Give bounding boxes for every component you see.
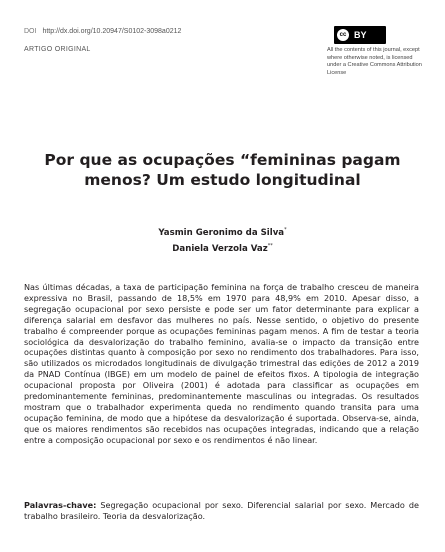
authors — [100, 224, 345, 256]
author-name: Yasmin Geronimo da Silva — [158, 227, 285, 238]
article-title: Por que as ocupações “femininas pagam menos? Um estudo longitudinal — [44, 151, 401, 189]
abstract: Nas últimas décadas, a taxa de participação feminina na força de trabalho cresceu de maneira expressiva no Brasil, passando de 18,5% em 1970 para 48,9% em 2010. Apesar disso, a segregação ocupacional por sexo persiste e pode ser um fator determinante para explicar a diferença salarial em desfavor das mulheres no país. Nesse sentido, o objetivo do presente trabalho é compreender porque as ocupações femininas pagam menos. A fim de testar a teoria sociológica da desvalorização do trabalho feminino, avalia-se o impacto da transição entre ocupações distintas quanto à composição por sexo no rendimento dos trabalhadores. Para isso, são utilizados os microdados longitudinais de divulgação trimestral das edições de 2012 a 2019 da PNAD Contínua (IBGE) em um modelo de painel de efeitos fixos. A tipologia de integração ocupacional proposta por Oliveira (2001) é adotada para classificar as ocupações em predominantemente femininas, predominantemente masculinas ou integradas. Os resultados mostram que o trabalhador experimenta queda no rendimento quando transita para uma ocupação feminina, de modo que a hipótese da desvalorização é suportada. Observa-se, ainda, que os maiores rendimentos são recebidos nas ocupações integradas, indicando que a relação entre a composição ocupacional por sexo e os rendimentos é não linear. — [24, 282, 419, 445]
doi-link[interactable]: http://dx.doi.org/10.20947/S0102-3098a0212 — [42, 28, 182, 35]
author-mark: * — [284, 227, 287, 233]
author-name: Daniela Verzola Vaz — [172, 243, 268, 254]
author-1 — [100, 224, 345, 240]
cc-logo-icon: cc — [337, 29, 349, 41]
cc-by-badge[interactable] — [334, 26, 386, 44]
doi-line — [24, 28, 181, 35]
author-2 — [100, 240, 345, 256]
author-mark: ** — [267, 242, 273, 249]
license-text: All the contents of this journal, except where otherwise noted, is licensed under a Creative Commons Attribution License — [327, 47, 422, 76]
cc-by-text: BY — [354, 30, 367, 40]
keywords — [24, 500, 419, 522]
doi-label: DOI — [24, 28, 37, 35]
keywords-text: Segregação ocupacional por sexo. Diferencial salarial por sexo. Mercado de trabalho brasileiro. Teoria da desvalorização. — [24, 500, 420, 521]
keywords-label: Palavras-chave: — [24, 500, 97, 510]
article-type: ARTIGO ORIGINAL — [24, 46, 91, 53]
